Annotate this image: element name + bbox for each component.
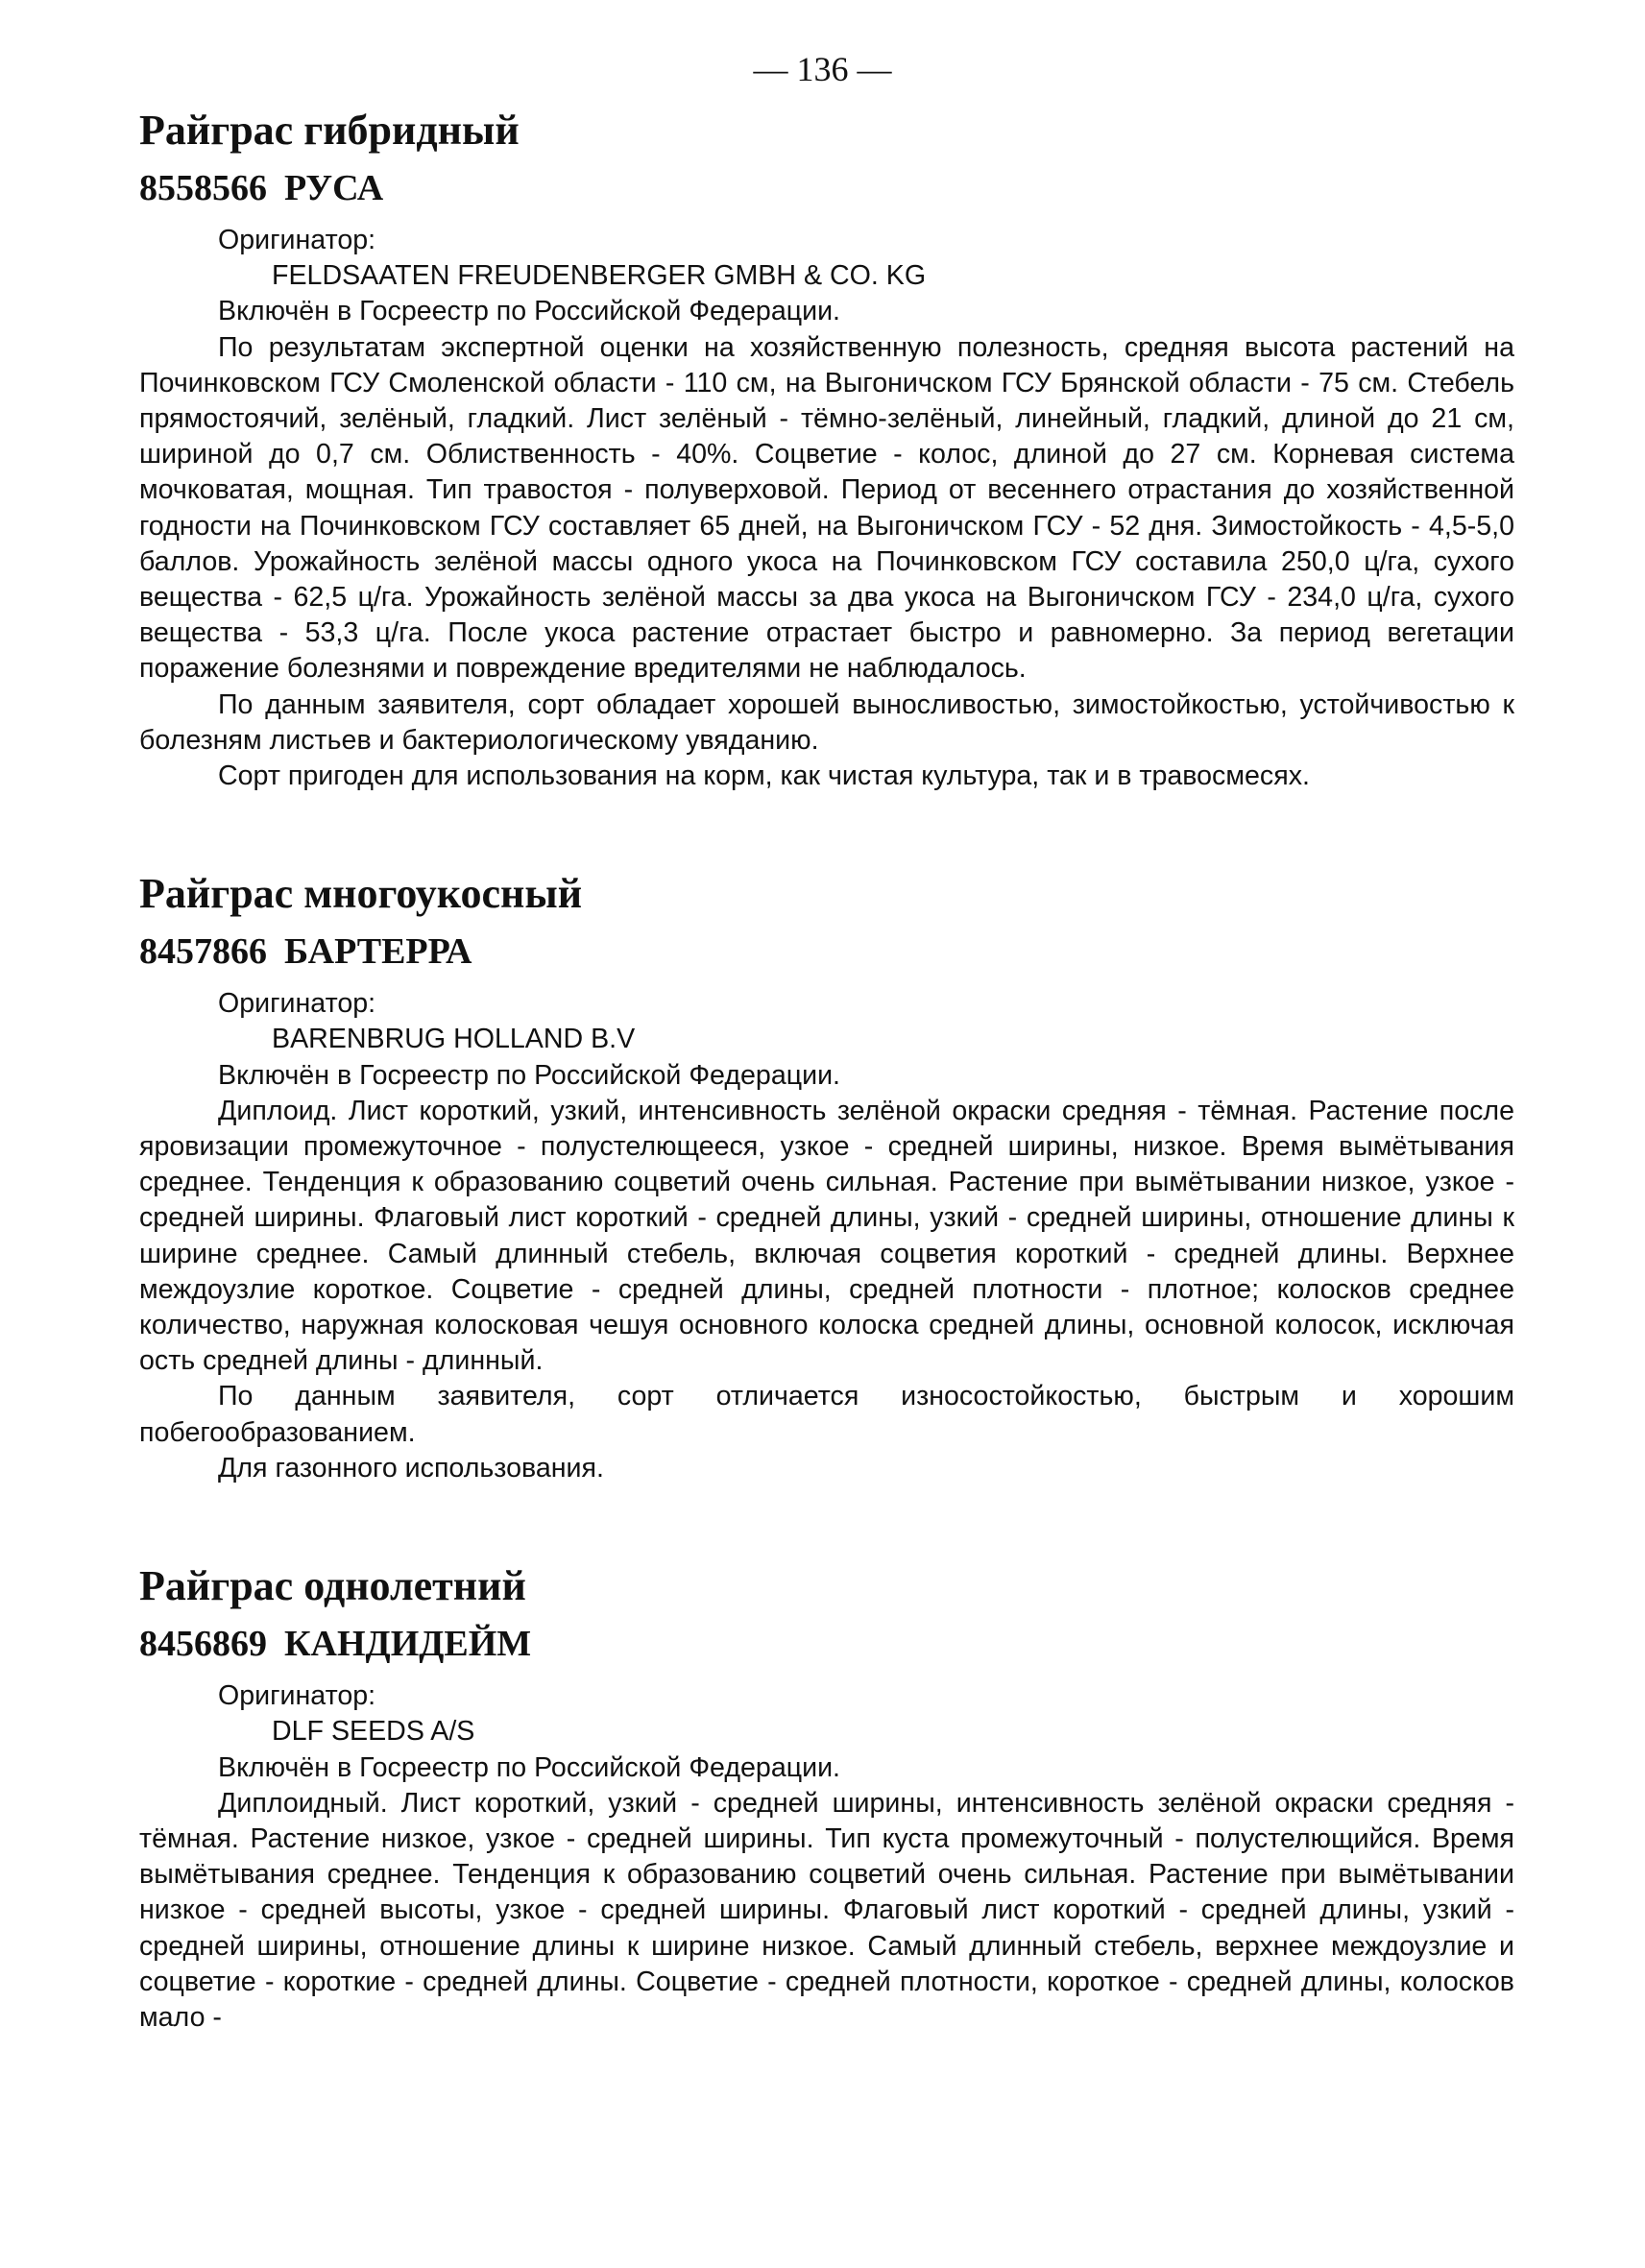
variety-code: 8457866 (139, 931, 267, 973)
usage-paragraph: Сорт пригоден для использования на корм, как чистая культура, так и в травосмесях. (218, 760, 1310, 792)
description-paragraph: Диплоидный. Лист короткий, узкий - средней ширины, интенсивность зелёной окраски средняя - тёмная. Растение низкое, узкое - средней ширины. Тип куста промежуточный - полустелющийся. Время вымётывания среднее. Тенденция к образованию соцветий очень сильная. Растение при вымётывании низкое - средней высоты, узкое - средней ширины. Флаговый лист короткий - средней длины, узкий - средней ширины, отношение длины к ширине низкое. Самый длинный стебель, верхнее междоузлие и соцветие - короткие - средней длины. Соцветие - средней плотности, короткое - средней длины, колосков мало - (139, 1787, 1514, 2033)
applicant-paragraph: По данным заявителя, сорт отличается износостойкостью, быстрым и хорошим побегообразованием. (139, 1381, 1514, 1448)
variety-description (139, 223, 1514, 794)
originator-name: DLF SEEDS A/S (272, 1716, 475, 1748)
usage-paragraph: Для газонного использования. (218, 1452, 604, 1484)
originator-label: Оригинатор: (218, 988, 376, 1020)
section-title: Райграс однолетний (139, 1562, 526, 1610)
originator-label: Оригинатор: (218, 225, 376, 255)
description-paragraph: По результатам экспертной оценки на хозяйственную полезность, средняя высота растений на Починковском ГСУ Смоленской области - 110 см, на Выгоничском ГСУ Брянской области - 75 см. Стебель прямостоячий, зелёный, гладкий. Лист зелёный - тёмно-зелёный, линейный, гладкий, длиной до 21 см, шириной до 0,7 см. Облиственность - 40%. Соцветие - колос, длиной до 27 см. Корневая система мочковатая, мощная. Тип травостоя - полуверховой. Период от весеннего отрастания до хозяйственной годности на Починковском ГСУ составляет 65 дней, на Выгоничском ГСУ - 52 дня. Зимостойкость - 4,5-5,0 баллов. Урожайность зелёной массы одного укоса на Починковском ГСУ составила 250,0 ц/га, сухого вещества - 62,5 ц/га. Урожайность зелёной массы за два укоса на Выгоничском ГСУ - 234,0 ц/га, сухого вещества - 53,3 ц/га. После укоса растение отрастает быстро и равномерно. За период вегетации поражение болезнями и повреждение вредителями не наблюдалось. (139, 331, 1514, 685)
variety-description (139, 986, 1514, 1486)
registry-note: Включён в Госреестр по Российской Федерации. (218, 296, 840, 327)
variety-description (139, 1678, 1514, 2036)
variety-heading (139, 923, 1514, 980)
section-spacer (139, 794, 1514, 865)
variety-heading (139, 159, 1514, 217)
variety-code: 8456869 (139, 1624, 267, 1665)
variety-name: БАРТЕРРА (284, 931, 472, 973)
variety-heading (139, 1615, 1514, 1673)
variety-code: 8558566 (139, 168, 267, 208)
page-number: — 136 — (753, 50, 892, 88)
description-paragraph: Диплоид. Лист короткий, узкий, интенсивность зелёной окраски средняя - тёмная. Растение после яровизации промежуточное - полустелющееся, узкое - средней ширины, низкое. Время вымётывания среднее. Тенденция к образованию соцветий очень сильная. Растение при вымётывании низкое, узкое - средней ширины. Флаговый лист короткий - средней длины, узкий - средней ширины, отношение длины к ширине среднее. Самый длинный стебель, включая соцветия короткий - средней длины. Верхнее междоузлие короткое. Соцветие - средней длины, средней плотности - плотное; колосков среднее количество, наружная колосковая чешуя основного колоска средней длины, основной колосок, исключая ость средней длины - длинный. (139, 1095, 1514, 1377)
section-title: Райграс многоукосный (139, 870, 583, 918)
applicant-paragraph: По данным заявителя, сорт обладает хорошей выносливостью, зимостойкостью, устойчивостью к болезням листьев и бактериологическому увяданию. (139, 688, 1514, 756)
section-annual-ryegrass (139, 1557, 1514, 2036)
section-spacer (139, 1486, 1514, 1557)
originator-name: FELDSAATEN FREUDENBERGER GMBH & CO. KG (272, 260, 927, 292)
variety-name: РУСА (284, 168, 384, 208)
registry-note: Включён в Госреестр по Российской Федерации. (218, 1751, 840, 1783)
section-title: Райграс гибридный (139, 107, 520, 154)
variety-name: КАНДИДЕЙМ (284, 1624, 532, 1665)
originator-label: Оригинатор: (218, 1680, 376, 1712)
section-perennial-ryegrass (139, 865, 1514, 1486)
originator-name: BARENBRUG HOLLAND B.V (272, 1024, 636, 1055)
registry-note: Включён в Госреестр по Российской Федерации. (218, 1059, 840, 1091)
document-body (139, 102, 1514, 2036)
section-hybrid-ryegrass (139, 102, 1514, 794)
